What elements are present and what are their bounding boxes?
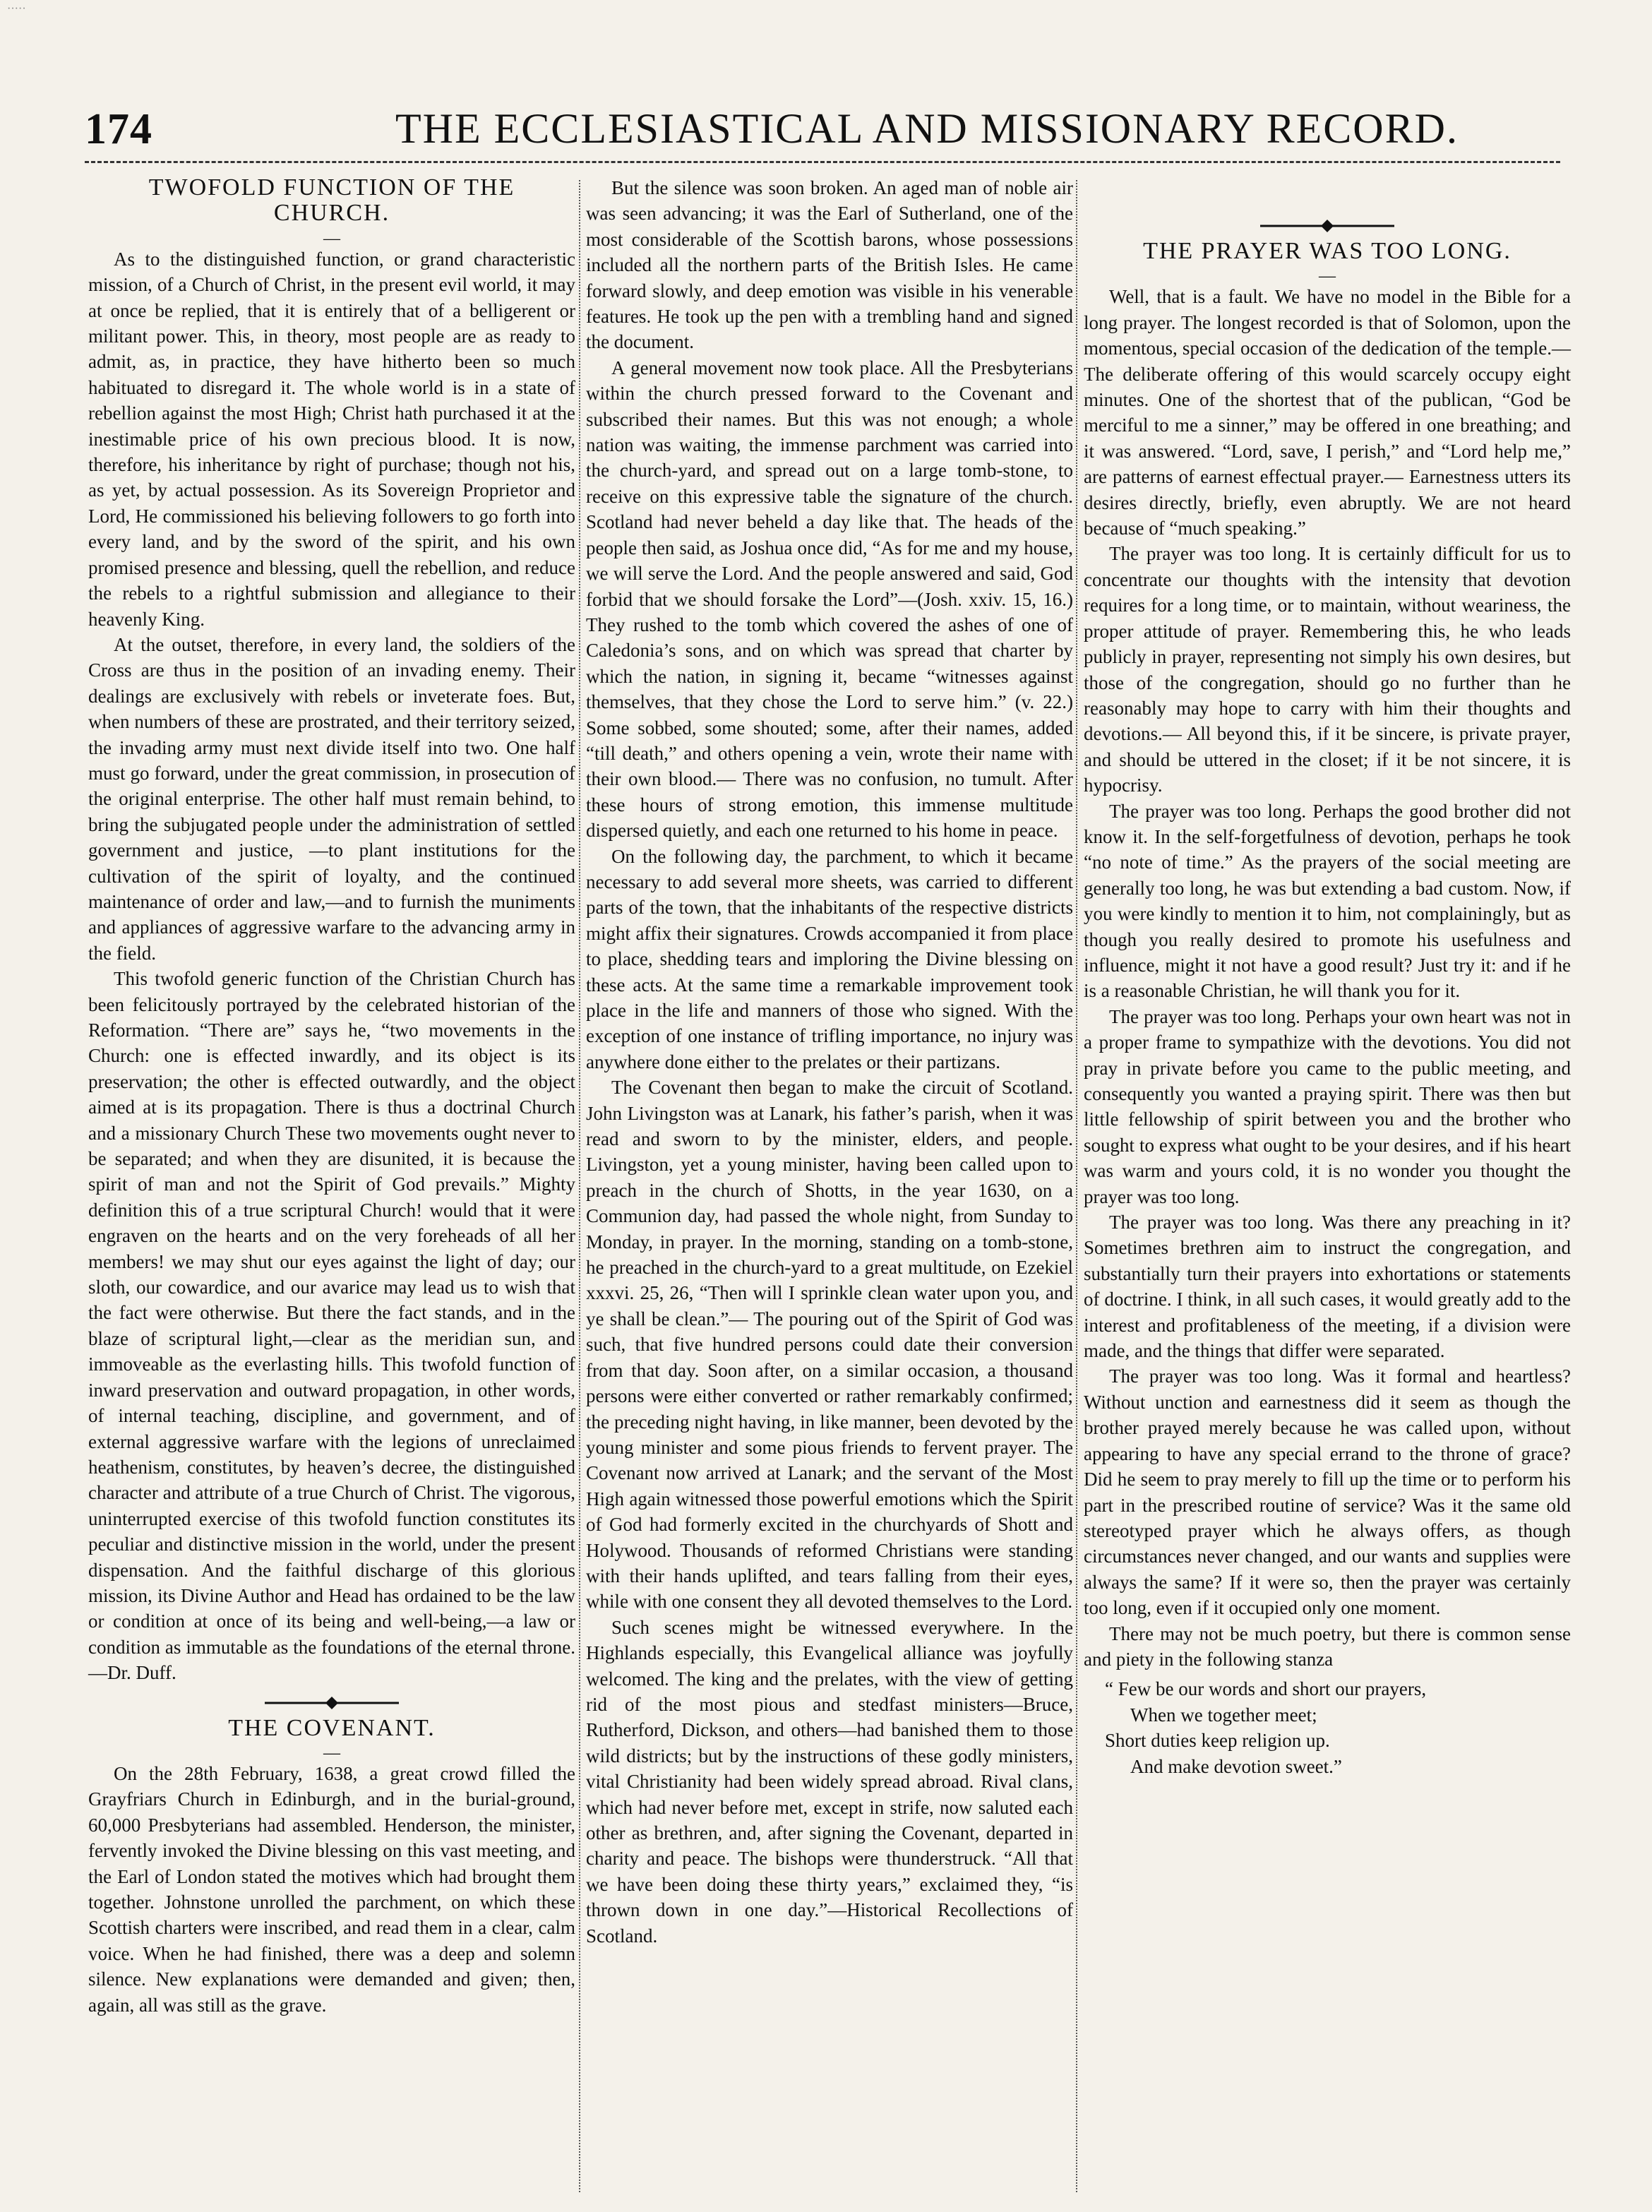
- article-heading-prayer: THE PRAYER WAS TOO LONG.: [1143, 238, 1512, 264]
- paragraph: As to the distinguished function, or grand characteristic mission, of a Church of Christ, in the present evil world, it may at once be replied, that it is entirely that of a belligerent or militant power. This, in theory, most people are as ready to admit, as, in practice, they have hitherto been so much habituated to disregard it. The whole world is in a state of rebellion against the most High; Christ hath purchased it at the inestimable price of his own precious blood. It is now, therefore, his inheritance by right of purchase; though not his, as yet, by actual possession. As its Sovereign Proprietor and Lord, He commissioned his believing followers to go forth into every land, and by the sword of the spirit, and his own promised presence and blessing, quell the rebellion, and reduce the rebels to a rightful submission and allegiance to their heavenly King.: [88, 248, 575, 630]
- column-separator: [1076, 180, 1077, 2192]
- verse-line: “ Few be our words and short our prayers,: [1105, 1678, 1427, 1700]
- article-heading-twofold: TWOFOLD FUNCTION OF THE CHURCH.: [148, 174, 515, 227]
- paragraph: At the outset, therefore, in every land, the soldiers of the Cross are thus in the position of an invading enemy. Their dealings are exclusively with rebels or inveterate foes. But, when numbers of these are prostrated, and their territory seized, the invading army must next divide itself into two. One half must go forward, under the great commission, in prosecution of the original enterprise. The other half must remain behind, to bring the subjugated people under the administration of settled government and justice, —to plant institutions for the cultivation of the spirit of loyalty, and the continued maintenance of order and law,—and to furnish the muniments and appliances of aggressive warfare to the advancing army in the field.: [88, 633, 575, 964]
- page-header: [85, 104, 1574, 161]
- paragraph: The prayer was too long. Perhaps your own heart was not in a proper frame to sympathize with the devotions. You did not pray in private before you came to the public meeting, and consequently you wanted a praying spirit. There was then but little fellowship of spirit between you and the brother who sought to express what ought to be your desires, and if his heart was warm and yours cold, it is no wonder you thought the prayer was too long.: [1084, 1005, 1571, 1207]
- heading-dash: —: [1319, 267, 1336, 286]
- header-rule: [85, 161, 1560, 163]
- column-left: [88, 175, 575, 2018]
- paragraph: Such scenes might be witnessed everywhere. In the Highlands especially, this Evangelical alliance was joyfully welcomed. The king and the prelates, with the view of getting rid of the most pious and stedfast ministers—Bruce, Rutherford, Dickson, and others—had banished them to those wild districts; but by the instructions of these godly ministers, vital Christianity had been widely spread abroad. Rival clans, which had never before met, except in strife, now saluted each other as brethren, and, after signing the Covenant, departed in charity and peace. The bishops were thunderstruck. “All that we have been doing these thirty years,” exclaimed they, “is thrown down in one day.”—Historical Recollections of Scotland.: [586, 1616, 1073, 1947]
- paragraph: On the following day, the parchment, to which it became necessary to add several more sheets, was carried to different parts of the town, that the inhabitants of the respective districts might affix their signatures. Crowds accompanied it from place to place, shedding tears and imploring the Divine blessing on these acts. At the same time a remarkable improvement took place in the life and manners of those who signed. With the exception of one instance of trifling importance, no injury was anywhere done either to the prelates or their partizans.: [586, 845, 1073, 1072]
- running-title: THE ECCLESIASTICAL AND MISSIONARY RECORD.: [395, 105, 1459, 152]
- heading-dash: —: [323, 229, 340, 248]
- paragraph: The prayer was too long. Perhaps the good brother did not know it. In the self-forgetfulness of devotion, perhaps he took “no note of time.” As the prayers of the social meeting are generally too long, he was but extending a bad custom. Now, if you were kindly to mention it to him, not complainingly, but as though you really desired to promote his usefulness and influence, might it not have a good result? Just try it: and if he is a reasonable Christian, he will thank you for it.: [1084, 800, 1571, 1002]
- column-separator: [579, 180, 580, 2192]
- paragraph: The prayer was too long. It is certainly difficult for us to concentrate our thoughts with the intensity that devotion requires for a long time, or to maintain, without weariness, the proper attitude of prayer. Remembering this, he who leads publicly in prayer, representing not simply his own desires, but those of the congregation, should go no further than he reasonably may hope to carry with him their thoughts and devotions.— All beyond this, if it be sincere, is private prayer, and should be uttered in the closet; if it be not sincere, it is hypocrisy.: [1084, 543, 1571, 796]
- page-number: 174: [85, 105, 152, 153]
- paragraph: A general movement now took place. All the Presbyterians within the church pressed forward to the Covenant and subscribed their names. But this was not enough; a whole nation was waiting, the immense parchment was carried into the church-yard, and spread out on a large tomb-stone, to receive on this expressive table the signature of the church. Scotland had never beheld a day like that. The heads of the people then said, as Joshua once did, “As for me and my house, we will serve the Lord. And the people answered and said, God forbid that we should forsake the Lord”—(Josh. xxiv. 15, 16.) They rushed to the tomb which covered the ashes of one of Caledonia’s sons, and on which was spread that charter by which the nation, in signing it, became “witnesses against themselves, that they chose the Lord to serve him.” (v. 22.) Some sobbed, some shouted; some, after their names, added “till death,” and others opening a vein, wrote their name with their own blood.— There was no confusion, no tumult. After these hours of strong emotion, this immense multitude dispersed quietly, and each one returned to his home in peace.: [586, 357, 1073, 842]
- paragraph: Well, that is a fault. We have no model in the Bible for a long prayer. The longest recorded is that of Solomon, upon the momentous, special occasion of the dedication of the temple.— The deliberate offering of this would scarcely occupy eight minutes. One of the shortest that of the publican, “God be merciful to me a sinner,” may be offered in one breathing; and it was answered. “Lord, save, I perish,” and “Lord help me,” are patterns of earnest effectual prayer.— Earnestness utters its desires directly, briefly, even abruptly. We are not heard because of “much speaking.”: [1084, 286, 1571, 539]
- verse-line: When we together meet;: [1130, 1704, 1317, 1726]
- column-middle: [586, 175, 1073, 1949]
- paragraph: The prayer was too long. Was there any preaching in it? Sometimes brethren aim to instruct the congregation, and substantially turn their prayers into exhortations or statements of doctrine. I think, in all such cases, it would greatly add to the interest and profitableness of the meeting, if a division were made, and the things that differ were separated.: [1084, 1212, 1571, 1362]
- section-ornament: [265, 1694, 399, 1711]
- verse-stanza: [1084, 1676, 1571, 1779]
- article-heading-covenant: THE COVENANT.: [228, 1714, 436, 1741]
- corner-scan-marks: ·····: [7, 3, 26, 15]
- section-ornament: [1260, 217, 1394, 234]
- paragraph: The prayer was too long. Was it formal and heartless? Without unction and earnestness did it seem as though the brother prayed merely because he was called upon, without appearing to have any special errand to the throne of grace? Did he seem to pray merely to fill up the time or to perform his part in the prescribed routine of service? Was it the same old stereotyped prayer which he always offers, as though circumstances never changed, and our wants and supplies were always the same? If it were so, then the prayer was certainly too long, even if it occupied only one moment.: [1084, 1365, 1571, 1619]
- paragraph: This twofold generic function of the Christian Church has been felicitously portrayed by the celebrated historian of the Reformation. “There are” says he, “two movements in the Church: one is effected inwardly, and its object is its preservation; the other is effected outwardly, and the object aimed at is its propagation. There is thus a doctrinal Church and a missionary Church These two movements ought never to be separated; and when they are disunited, it is because the spirit of man and not the Spirit of God prevails.” Mighty definition this of a true scriptural Church! would that it were engraven on the hearts and on the very foreheads of all her members! we may shut our eyes against the light of day; our sloth, our cowardice, and our avarice may lead us to wish that the fact were otherwise. But there the fact stands, and in the blaze of scriptural light,—clear as the meridian sun, and immoveable as the everlasting hills. This twofold function of inward preservation and outward propagation, in other words, of internal teaching, discipline, and government, and of external aggressive warfare with the legions of unreclaimed heathenism, constitutes, by heaven’s decree, the distinguished character and attribute of a true Church of Christ. The vigorous, uninterrupted exercise of this twofold function constitutes its peculiar and distinctive mission in the world, under the present dispensation. And the faithful discharge of this glorious mission, its Divine Author and Head has ordained to be the law or condition at once of its being and well-being,—a law or condition as immutable as the foundations of the eternal throne.—Dr. Duff.: [88, 968, 575, 1684]
- paragraph: On the 28th February, 1638, a great crowd filled the Grayfriars Church in Edinburgh, and in the burial-ground, 60,000 Presbyterians had assembled. Henderson, the minister, fervently invoked the Divine blessing on this vast meeting, and the Earl of London stated the motives which had brought them together. Johnstone unrolled the parchment, on which these Scottish charters were inscribed, and read them in a clear, calm voice. When he had finished, there was a deep and solemn silence. New explanations were demanded and given; then, again, all was still as the grave.: [88, 1762, 575, 2016]
- paragraph: The Covenant then began to make the circuit of Scotland. John Livingston was at Lanark, his father’s parish, when it was read and sworn to by the minister, elders, and people. Livingston, yet a young minister, having been called upon to preach in the church of Shotts, in the year 1630, on a Communion day, had passed the whole night, from Sunday to Monday, in prayer. In the morning, standing on a tomb-stone, he preached in the church-yard to a great multitude, on Ezekiel xxxvi. 25, 26, “Then will I sprinkle clean water upon you, and ye shall be clean.”— The pouring out of the Spirit of God was such, that five hundred persons could date their conversion from that day. Soon after, on a similar occasion, a thousand persons were either converted or rather remarkably confirmed; the preceding night having, in like manner, been devoted by the young minister and some pious friends to fervent prayer. The Covenant now arrived at Lanark; and the servant of the Most High again witnessed those powerful emotions which the Spirit of God had formerly excited in the churchyards of Shott and Holywood. Thousands of reformed Christians were standing with their hands uplifted, and tears falling from their eyes, while with one consent they all devoted themselves to the Lord.: [586, 1077, 1073, 1613]
- heading-dash: —: [323, 1743, 340, 1762]
- paragraph: There may not be much poetry, but there is common sense and piety in the following stanza: [1084, 1622, 1571, 1670]
- column-right: [1084, 175, 1571, 1779]
- verse-line: Short duties keep religion up.: [1105, 1730, 1330, 1752]
- paragraph: But the silence was soon broken. An aged man of noble air was seen advancing; it was the Earl of Sutherland, one of the most considerable of the Scottish barons, whose possessions included all the northern parts of the British Isles. He came forward slowly, and deep emotion was visible in his venerable features. He took up the pen with a trembling hand and signed the document.: [586, 177, 1073, 353]
- verse-line: And make devotion sweet.”: [1130, 1755, 1342, 1777]
